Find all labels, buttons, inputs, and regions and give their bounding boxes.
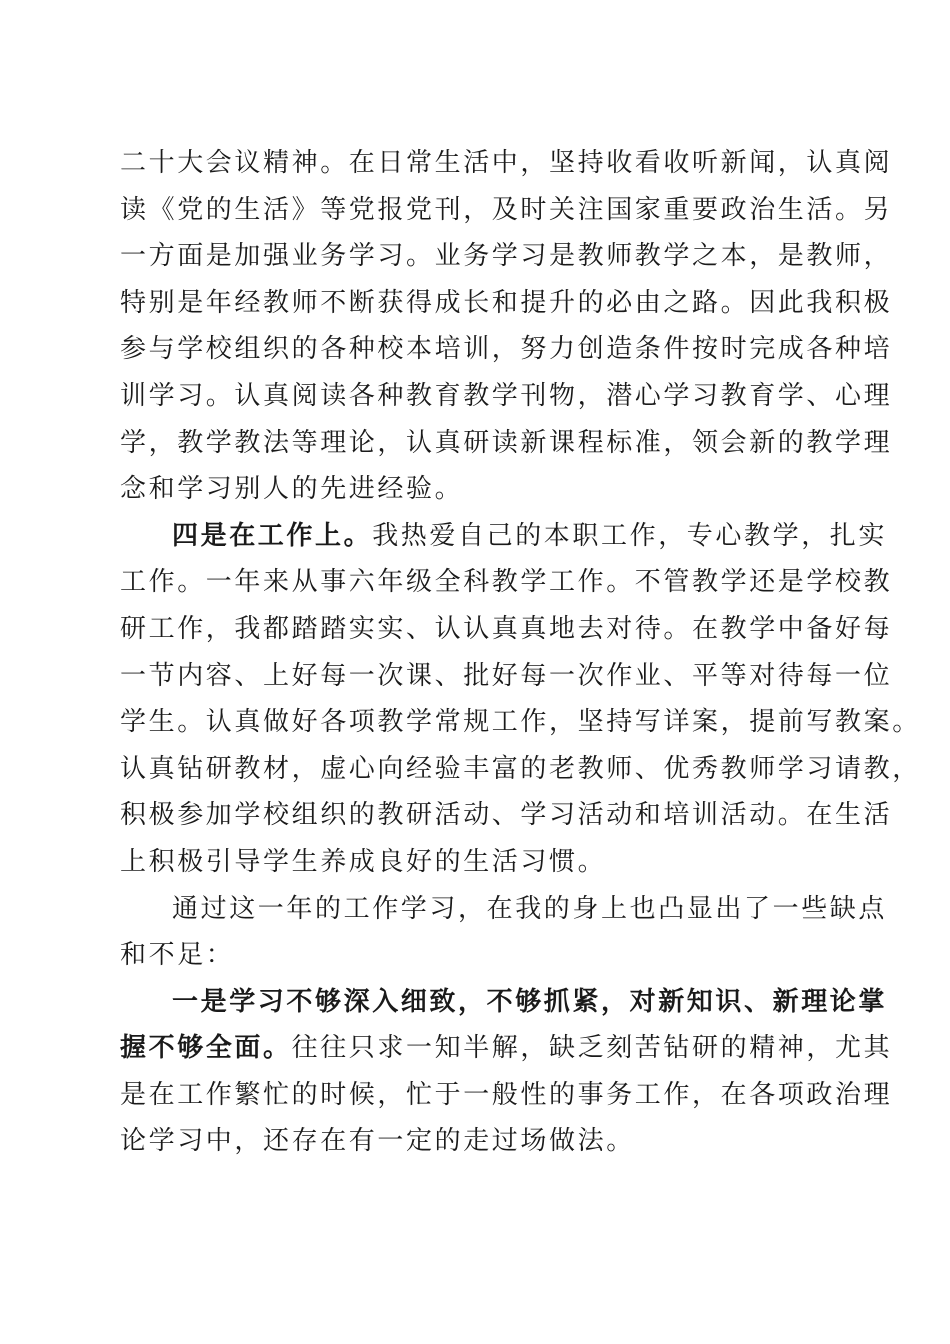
paragraph-lead: 四是在工作上。 <box>172 520 373 551</box>
text-line: 和不足： <box>120 940 235 971</box>
paragraph-study <box>120 140 893 513</box>
text-line: 论学习中，还存在有一定的走过场做法。 <box>120 1126 635 1157</box>
text-line <box>120 513 888 560</box>
text-line: 特别是年经教师不断获得成长和提升的必由之路。因此我积极 <box>120 287 893 318</box>
text-line: 一节内容、上好每一次课、批好每一次作业、平等对待每一位 <box>120 660 893 691</box>
text-line: 一方面是加强业务学习。业务学习是教师教学之本，是教师， <box>120 241 893 272</box>
text-line: 是在工作繁忙的时候，忙于一般性的事务工作，在各项政治理 <box>120 1079 893 1110</box>
paragraph-lead-tail: 握不够全面。 <box>120 1033 292 1064</box>
document-page <box>120 140 921 1165</box>
text-line: 学，教学教法等理论，认真研读新课程标准，领会新的教学理 <box>120 427 893 458</box>
text-line: 积极参加学校组织的教研活动、学习活动和培训活动。在生活 <box>120 800 893 831</box>
text-line: 参与学校组织的各种校本培训，努力创造条件按时完成各种培 <box>120 334 893 365</box>
text-line: 读《党的生活》等党报党刊，及时关注国家重要政治生活。另 <box>120 194 893 225</box>
paragraph-work <box>120 513 921 886</box>
text-run: 往往只求一知半解，缺乏刻苦钻研的精神，尤其 <box>291 1033 893 1064</box>
text-line: 二十大会议精神。在日常生活中，坚持收看收听新闻，认真阅 <box>120 148 893 178</box>
text-line: 念和学习别人的先进经验。 <box>120 474 464 505</box>
text-line <box>120 1025 893 1072</box>
text-line: 通过这一年的工作学习，在我的身上也凸显出了一些缺点 <box>172 893 888 924</box>
text-run: 我热爱自己的本职工作，专心教学，扎实 <box>372 520 888 551</box>
text-line: 上积极引导学生养成良好的生活习惯。 <box>120 846 607 877</box>
paragraph-shortcomings-intro <box>120 886 888 979</box>
text-line: 工作。一年来从事六年级全科教学工作。不管教学还是学校教 <box>120 567 893 598</box>
text-line: 认真钻研教材，虚心向经验丰富的老教师、优秀教师学习请教， <box>120 753 921 784</box>
text-line: 学生。认真做好各项教学常规工作，坚持写详案，提前写教案。 <box>120 707 921 738</box>
paragraph-shortcoming-one <box>120 979 893 1165</box>
text-line: 训学习。认真阅读各种教育教学刊物，潜心学习教育学、心理 <box>120 380 893 411</box>
paragraph-lead: 一是学习不够深入细致，不够抓紧，对新知识、新理论掌 <box>172 986 888 1017</box>
text-line: 研工作，我都踏踏实实、认认真真地去对待。在教学中备好每 <box>120 613 893 644</box>
